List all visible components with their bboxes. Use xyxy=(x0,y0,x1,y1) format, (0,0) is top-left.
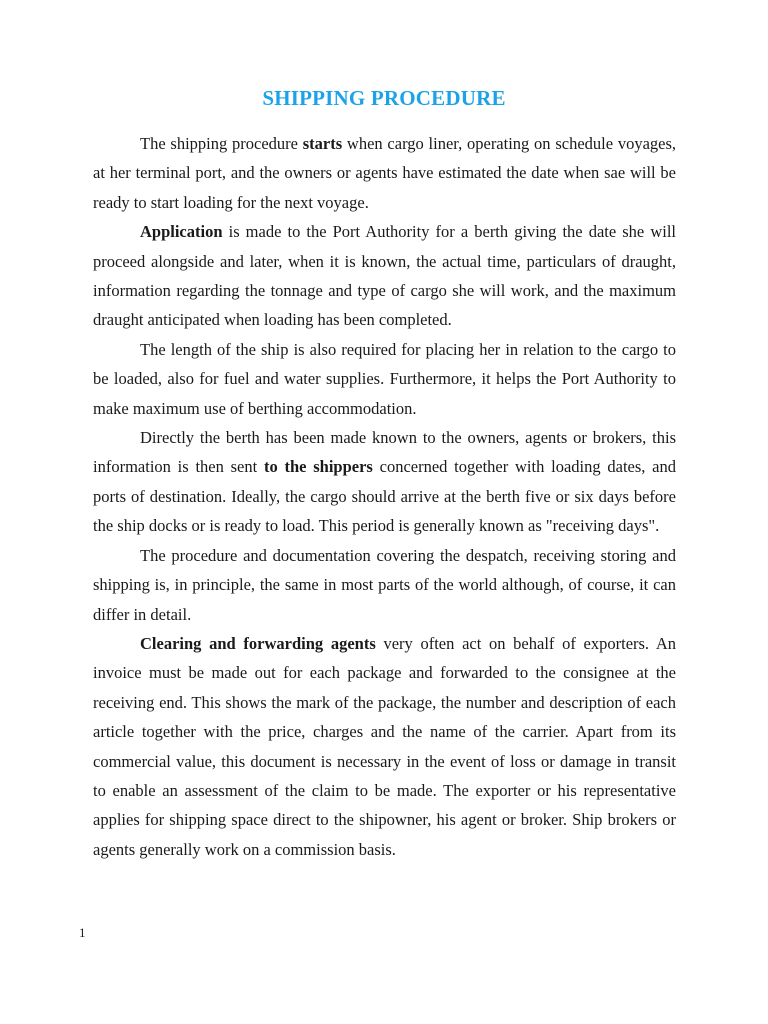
paragraph-4-rest: concerned together with loading dates, and ports of destination. Ideally, the cargo should arrive at the berth five or six days before the ship docks or is ready to load. This period is generally known as "receiving days". xyxy=(93,457,676,536)
paragraph-3 xyxy=(93,335,676,423)
paragraph-5 xyxy=(93,541,676,629)
paragraph-2-bold: Application xyxy=(140,222,223,242)
paragraph-2 xyxy=(93,217,676,335)
paragraph-6-bold: Clearing and forwarding agents xyxy=(140,633,376,653)
paragraph-1-rest: when cargo liner, operating on schedule voyages, at her terminal port, and the owners or agents have estimated the date when sae will be ready to start loading for the next voyage. xyxy=(93,134,677,212)
paragraph-1-bold: starts xyxy=(302,134,343,153)
paragraph-4-bold: to the shippers xyxy=(263,457,373,477)
paragraph-6-rest: very often act on behalf of exporters. An invoice must be made out for each package and forwarded to the consignee at the receiving end. This shows the mark of the package, the number and description of each article together with the price, charges and the name of the carrier. Apart from its commercial value, this document is necessary in the event of loss or damage in transit to enable an assessment of the claim to be made. The exporter or his representative applies for shipping space direct to the shipowner, his agent or broker. Ship brokers or agents generally work on a commission basis. xyxy=(93,633,677,859)
document-body xyxy=(93,129,676,864)
paragraph-5-text: The procedure and documentation covering the despatch, receiving storing and shipping is, in principle, the same in most parts of the world although, of course, it can differ in detail. xyxy=(93,545,676,624)
paragraph-2-rest: is made to the Port Authority for a berth giving the date she will proceed alongside and later, when it is known, the actual time, particulars of draught, information regarding the tonnage and type of cargo she will work, and the maximum draught anticipated when loading has been completed. xyxy=(93,222,676,330)
paragraph-6 xyxy=(93,629,676,864)
paragraph-3-text: The length of the ship is also required for placing her in relation to the cargo to be loaded, also for fuel and water supplies. Furthermore, it helps the Port Authority to make maximum use of berthing accommodation. xyxy=(93,339,676,418)
document-title: SHIPPING PROCEDURE xyxy=(262,86,506,110)
paragraph-1 xyxy=(93,129,676,217)
page-number: 1 xyxy=(79,925,86,940)
paragraph-4-text: Directly the berth has been made known to the owners, agents or brokers, this information is then sent xyxy=(93,428,676,477)
paragraph-1-text: The shipping procedure xyxy=(140,134,303,153)
paragraph-4 xyxy=(93,423,676,541)
